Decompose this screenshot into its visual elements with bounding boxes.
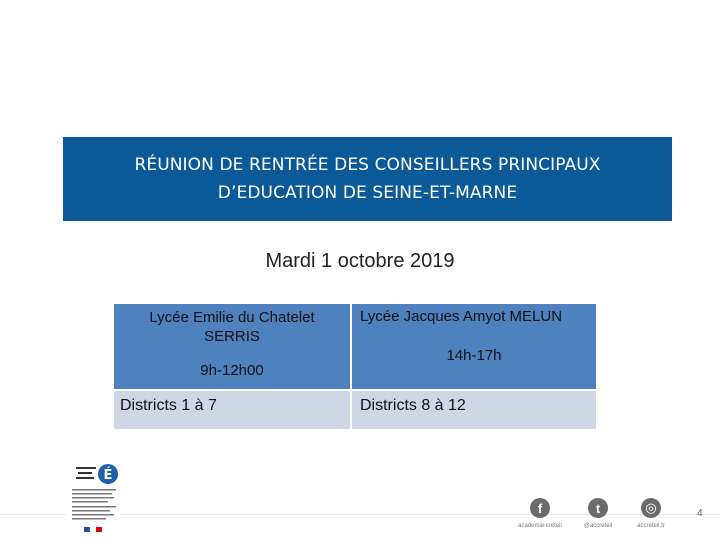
academie-logo [66,459,120,539]
title-banner [63,137,672,221]
table-cell-right-districts [352,391,596,429]
meeting-date: Mardi 1 octobre 2019 [265,250,455,272]
left-venue-line-1: Lycée Emilie du Chatelet [149,309,315,326]
left-time: 9h-12h00 [200,362,264,379]
website-label: accreteil.fr [637,523,665,529]
facebook-link[interactable] [512,498,568,529]
dribbble-icon: ◎ [641,498,661,518]
website-link[interactable] [623,498,679,529]
twitter-link[interactable] [570,498,626,529]
left-venue-line-2: SERRIS [204,328,260,345]
right-districts: Districts 8 à 12 [360,397,466,414]
table-cell-right-venue [352,304,596,389]
left-districts: Districts 1 à 7 [120,397,217,414]
twitter-label: @accreteil [583,523,613,529]
right-venue: Lycée Jacques Amyot MELUN [360,308,563,325]
facebook-icon: f [530,498,550,518]
page-number: 4 [697,508,703,519]
title-line-1: RÉUNION DE RENTRÉE DES CONSEILLERS PRINCIPAUX [134,155,601,175]
svg-text:É: É [103,468,113,483]
facebook-label: academie.creteil [518,523,562,529]
title-line-2: D’EDUCATION DE SEINE-ET-MARNE [217,183,518,203]
twitter-icon: t [588,498,608,518]
right-time: 14h-17h [446,347,502,364]
table-cell-left-districts [114,391,350,429]
table-cell-left-venue [114,304,350,389]
